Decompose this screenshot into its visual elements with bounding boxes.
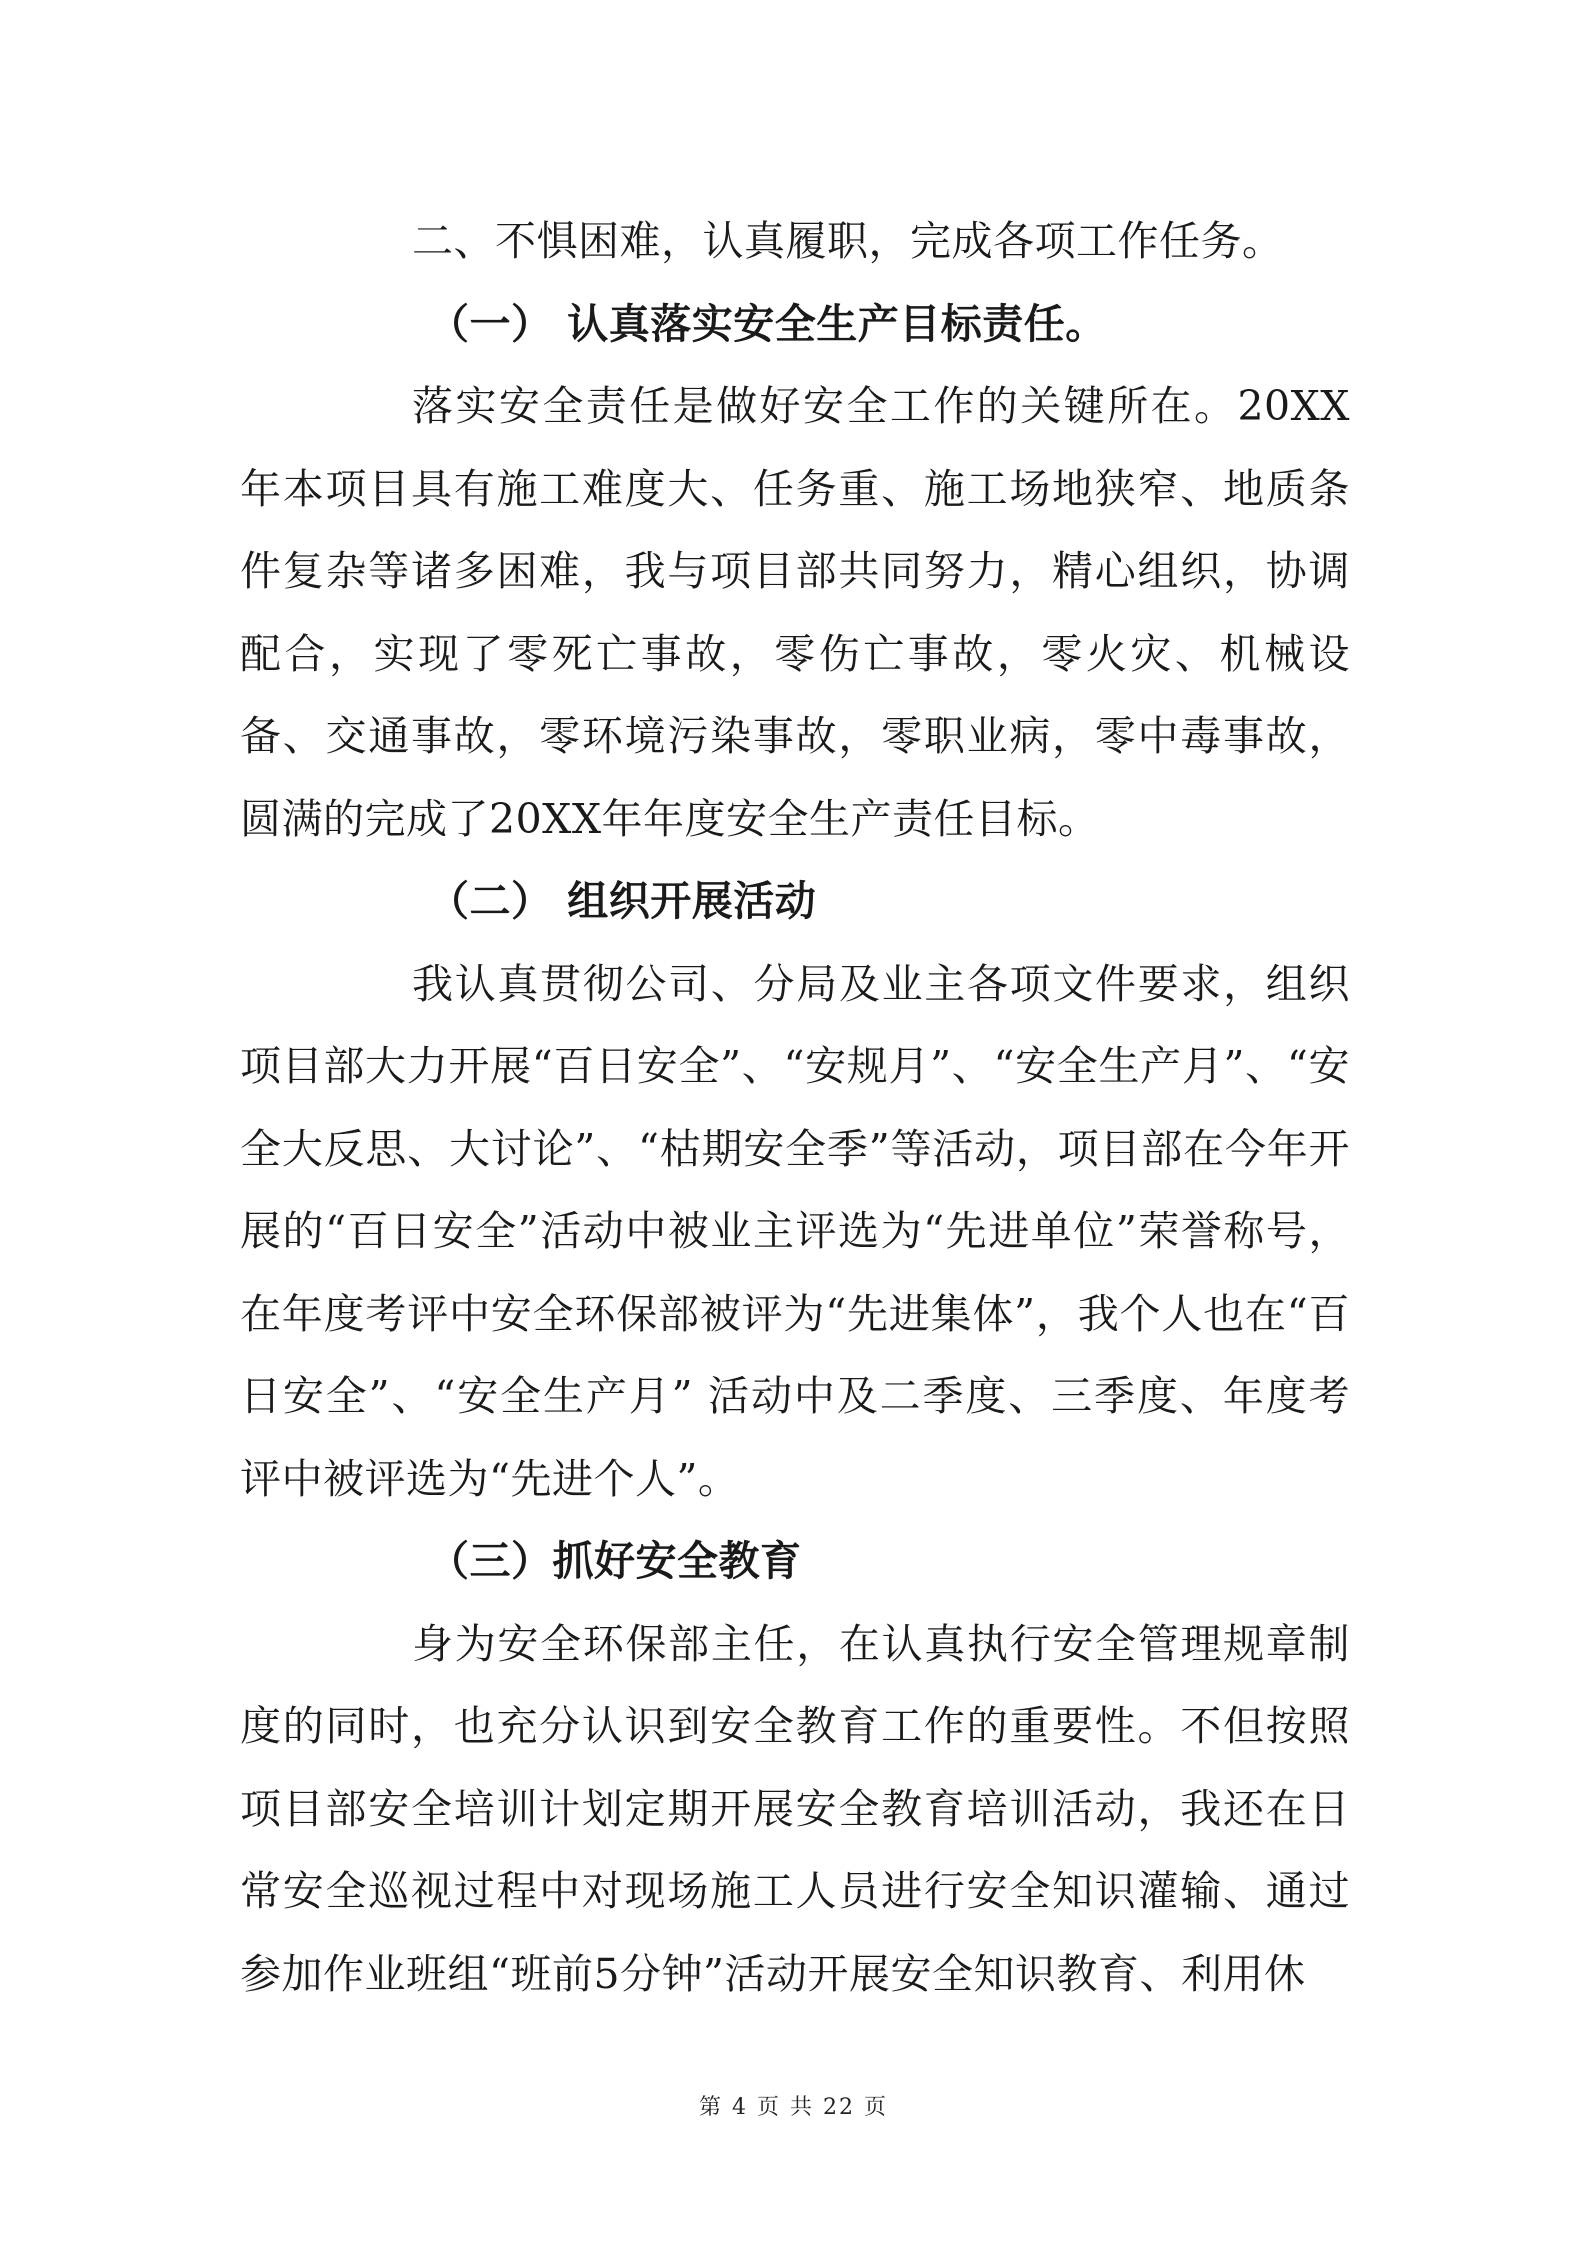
subsection-heading-1: （一） 认真落实安全生产目标责任。 [428,299,1107,348]
page-number-footer: 第 4 页 共 22 页 [699,2095,888,2120]
subsection-body-3: 身为安全环保部主任，在认真执行安全管理规章制度的同时，也充分认识到安全教育工作的重要性。不但按照项目部安全培训计划定期开展安全教育培训活动，我还在日常安全巡视过程中对现场施工人员进行安全知识灌输、通过参加作业班组“班前5分钟”活动开展安全知识教育、利用休 [240,1619,1350,1998]
subsection-heading-2: （二） 组织开展活动 [428,877,817,925]
subsection-body-2: 我认真贯彻公司、分局及业主各项文件要求，组织项目部大力开展“百日安全”、“安规月”、“安全生产月”、“安全大反思、大讨论”、“枯期安全季”等活动，项目部在今年开展的“百日安全”活动中被业主评选为“先进单位”荣誉称号，在年度考评中安全环保部被评为“先进集体”，我个人也在“百日安全”、“安全生产月” 活动中及二季度、三季度、年度考评中被评选为“先进个人”。 [240,959,1350,1503]
subsection-heading-3: （三）抓好安全教育 [428,1537,802,1585]
subsection-body-1: 落实安全责任是做好安全工作的关键所在。20XX年本项目具有施工难度大、任务重、施工场地狭窄、地质条件复杂等诸多困难，我与项目部共同努力，精心组织，协调配合，实现了零死亡事故，零伤亡事故，零火灾、机械设备、交通事故，零环境污染事故，零职业病，零中毒事故，圆满的完成了20XX年年度安全生产责任目标。 [240,382,1350,843]
document-body [240,200,1350,2015]
section-title: 二、不惧困难，认真履职，完成各项工作任务。 [412,217,1284,265]
